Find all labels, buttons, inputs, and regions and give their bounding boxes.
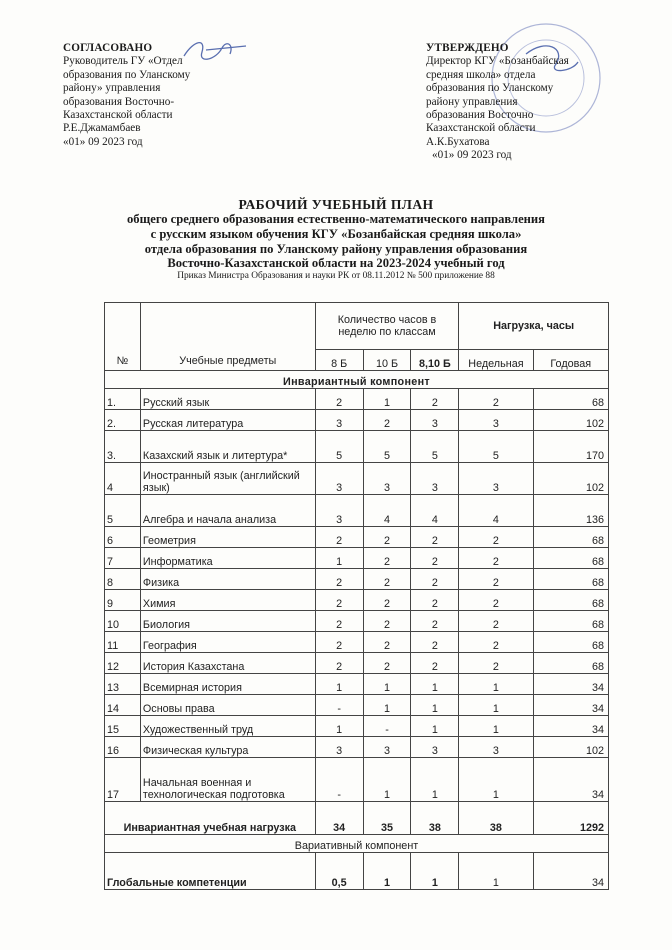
row-number: 15 — [105, 716, 141, 737]
row-number: 8 — [105, 569, 141, 590]
subject-name: Русская литература — [140, 410, 315, 431]
approval-left-date: «01» 09 2023 год — [63, 135, 143, 148]
row-number: 11 — [105, 632, 141, 653]
hours-class-10: 3 — [363, 737, 411, 758]
weekly-load: 2 — [459, 590, 533, 611]
approval-left-line: Р.Е.Джамамбаев — [63, 122, 141, 135]
row-number: 13 — [105, 674, 141, 695]
weekly-load: 1 — [459, 674, 533, 695]
yearly-load: 68 — [533, 653, 608, 674]
yearly-load: 34 — [533, 758, 608, 802]
table-row — [105, 389, 609, 410]
hours-class-810: 3 — [411, 737, 459, 758]
global-class-810: 1 — [411, 853, 459, 890]
header-class-10: 10 Б — [363, 350, 411, 371]
subject-name: Химия — [140, 590, 315, 611]
hours-class-10: 2 — [363, 527, 411, 548]
hours-class-810: 1 — [411, 758, 459, 802]
variative-component-label: Вариативный компонент — [105, 835, 609, 853]
global-class-8: 0,5 — [315, 853, 363, 890]
total-label: Инвариантная учебная нагрузка — [105, 802, 316, 835]
hours-class-810: 1 — [411, 674, 459, 695]
total-class-810: 38 — [411, 802, 459, 835]
row-number: 12 — [105, 653, 141, 674]
hours-class-10: 2 — [363, 410, 411, 431]
hours-class-8: 1 — [315, 674, 363, 695]
approval-left-line: образования Восточно- — [63, 95, 175, 108]
table-row — [105, 716, 609, 737]
row-number: 5 — [105, 495, 141, 527]
hours-class-8: 3 — [315, 737, 363, 758]
hours-class-8: 3 — [315, 463, 363, 495]
yearly-load: 34 — [533, 695, 608, 716]
hours-class-8: 3 — [315, 495, 363, 527]
table-row — [105, 653, 609, 674]
total-yearly: 1292 — [533, 802, 608, 835]
approval-right-line: А.К.Бухатова — [426, 135, 490, 148]
approval-right-line: образования Восточно — [426, 109, 534, 122]
subject-name: История Казахстана — [140, 653, 315, 674]
hours-class-10: 3 — [363, 463, 411, 495]
global-weekly: 1 — [459, 853, 533, 890]
table-row — [105, 548, 609, 569]
approval-left-heading: СОГЛАСОВАНО — [63, 42, 153, 54]
hours-class-810: 3 — [411, 410, 459, 431]
hours-class-10: - — [363, 716, 411, 737]
approval-right-line: Директор КГУ «Бозанбайская — [426, 55, 569, 68]
document-title — [60, 197, 612, 282]
header-load-group: Нагрузка, часы — [459, 303, 609, 350]
title-line-5: Восточно-Казахстанской области на 2023-2024 учебный год — [167, 256, 505, 271]
subject-name: Казахский язык и литертура* — [140, 431, 315, 463]
subject-name: Биология — [140, 611, 315, 632]
yearly-load: 68 — [533, 611, 608, 632]
subject-name: Алгебра и начала анализа — [140, 495, 315, 527]
row-number: 1. — [105, 389, 141, 410]
header-class-810: 8,10 Б — [411, 350, 459, 371]
hours-class-10: 2 — [363, 653, 411, 674]
hours-class-810: 4 — [411, 495, 459, 527]
total-class-8: 34 — [315, 802, 363, 835]
table-row — [105, 410, 609, 431]
hours-class-10: 1 — [363, 758, 411, 802]
weekly-load: 5 — [459, 431, 533, 463]
title-line-4: отдела образования по Уланскому району управления образования — [144, 241, 528, 256]
invariant-component-label: Инвариантный компонент — [105, 371, 609, 389]
row-number: 3. — [105, 431, 141, 463]
row-number: 2. — [105, 410, 141, 431]
hours-class-810: 1 — [411, 716, 459, 737]
total-weekly: 38 — [459, 802, 533, 835]
weekly-load: 2 — [459, 389, 533, 410]
approval-left-line: Казахстанской области — [63, 109, 173, 122]
row-number: 10 — [105, 611, 141, 632]
hours-class-10: 2 — [363, 569, 411, 590]
hours-class-810: 2 — [411, 527, 459, 548]
hours-class-8: 2 — [315, 569, 363, 590]
hours-class-10: 1 — [363, 674, 411, 695]
table-row — [105, 569, 609, 590]
hours-class-810: 2 — [411, 632, 459, 653]
hours-class-10: 2 — [363, 632, 411, 653]
weekly-load: 1 — [459, 758, 533, 802]
yearly-load: 102 — [533, 410, 608, 431]
header-yearly: Годовая — [533, 350, 608, 371]
hours-class-8: 2 — [315, 527, 363, 548]
hours-class-810: 5 — [411, 431, 459, 463]
title-line-2: общего среднего образования естественно-математического направления — [127, 212, 545, 226]
global-class-10: 1 — [363, 853, 411, 890]
table-row — [105, 758, 609, 802]
yearly-load: 170 — [533, 431, 608, 463]
table-row — [105, 737, 609, 758]
weekly-load: 1 — [459, 716, 533, 737]
approval-left-line: образования по Уланскому — [63, 68, 191, 81]
hours-class-810: 2 — [411, 548, 459, 569]
global-yearly: 34 — [533, 853, 608, 890]
total-class-10: 35 — [363, 802, 411, 835]
approval-left-line: району» управления — [63, 82, 161, 95]
row-number: 7 — [105, 548, 141, 569]
hours-class-8: 1 — [315, 548, 363, 569]
curriculum-table — [104, 302, 609, 890]
yearly-load: 68 — [533, 389, 608, 410]
hours-class-8: 2 — [315, 389, 363, 410]
weekly-load: 4 — [459, 495, 533, 527]
hours-class-10: 2 — [363, 590, 411, 611]
hours-class-8: 2 — [315, 632, 363, 653]
table-row — [105, 431, 609, 463]
total-row — [105, 802, 609, 835]
hours-class-810: 1 — [411, 695, 459, 716]
hours-class-8: 5 — [315, 431, 363, 463]
table-row — [105, 695, 609, 716]
header-subject: Учебные предметы — [140, 303, 315, 371]
table-row — [105, 495, 609, 527]
hours-class-8: 1 — [315, 716, 363, 737]
weekly-load: 1 — [459, 695, 533, 716]
subject-name: Основы права — [140, 695, 315, 716]
subject-name: Русский язык — [140, 389, 315, 410]
yearly-load: 68 — [533, 569, 608, 590]
yearly-load: 68 — [533, 548, 608, 569]
hours-class-8: 2 — [315, 590, 363, 611]
subject-name: География — [140, 632, 315, 653]
hours-class-10: 2 — [363, 548, 411, 569]
yearly-load: 68 — [533, 527, 608, 548]
hours-class-10: 4 — [363, 495, 411, 527]
hours-class-8: 2 — [315, 611, 363, 632]
approval-right — [426, 42, 626, 163]
row-number: 16 — [105, 737, 141, 758]
hours-class-810: 3 — [411, 463, 459, 495]
row-number: 14 — [105, 695, 141, 716]
hours-class-8: 3 — [315, 410, 363, 431]
yearly-load: 68 — [533, 590, 608, 611]
hours-class-8: - — [315, 695, 363, 716]
hours-class-10: 1 — [363, 695, 411, 716]
order-reference: Приказ Министра Образования и науки РК от 08.11.2012 № 500 приложение 88 — [177, 271, 495, 282]
header-class-8: 8 Б — [315, 350, 363, 371]
approval-right-heading: УТВЕРЖДЕНО — [426, 42, 509, 54]
global-label: Глобальные компетенции — [105, 853, 316, 890]
weekly-load: 2 — [459, 632, 533, 653]
weekly-load: 2 — [459, 569, 533, 590]
subject-name: Физическая культура — [140, 737, 315, 758]
hours-class-8: - — [315, 758, 363, 802]
global-competencies-row — [105, 853, 609, 890]
header-weekly: Недельная — [459, 350, 533, 371]
weekly-load: 2 — [459, 548, 533, 569]
yearly-load: 34 — [533, 674, 608, 695]
table-row — [105, 674, 609, 695]
table-row — [105, 463, 609, 495]
weekly-load: 2 — [459, 527, 533, 548]
approval-right-line: Казахстанской области — [426, 122, 536, 135]
row-number: 4 — [105, 463, 141, 495]
subject-name: Геометрия — [140, 527, 315, 548]
hours-class-810: 2 — [411, 569, 459, 590]
approval-right-line: средняя школа» отдела — [426, 68, 536, 81]
yearly-load: 34 — [533, 716, 608, 737]
title-line-3: с русским языком обучения КГУ «Бозанбайская средняя школа» — [150, 226, 522, 241]
hours-class-810: 2 — [411, 653, 459, 674]
header-hours-group: Количество часов в неделю по классам — [315, 303, 459, 350]
approval-right-line: образования по Уланскому — [426, 82, 554, 95]
row-number: 9 — [105, 590, 141, 611]
weekly-load: 3 — [459, 410, 533, 431]
subject-name: Иностранный язык (английский язык) — [140, 463, 315, 495]
hours-class-10: 1 — [363, 389, 411, 410]
yearly-load: 102 — [533, 737, 608, 758]
approval-left — [63, 42, 243, 149]
subject-name: Информатика — [140, 548, 315, 569]
table-row — [105, 527, 609, 548]
weekly-load: 2 — [459, 611, 533, 632]
subject-name: Художественный труд — [140, 716, 315, 737]
hours-class-810: 2 — [411, 611, 459, 632]
variative-row — [105, 835, 609, 853]
yearly-load: 136 — [533, 495, 608, 527]
hours-class-810: 2 — [411, 590, 459, 611]
row-number: 17 — [105, 758, 141, 802]
weekly-load: 3 — [459, 737, 533, 758]
approval-right-line: району управления — [426, 95, 518, 108]
approval-right-date: «01» 09 2023 год — [432, 149, 512, 162]
row-number: 6 — [105, 527, 141, 548]
hours-class-810: 2 — [411, 389, 459, 410]
subject-name: Физика — [140, 569, 315, 590]
subject-name: Начальная военная и технологическая подготовка — [140, 758, 315, 802]
hours-class-10: 5 — [363, 431, 411, 463]
hours-class-8: 2 — [315, 653, 363, 674]
header-no: № — [105, 303, 141, 371]
table-row — [105, 590, 609, 611]
hours-class-10: 2 — [363, 611, 411, 632]
yearly-load: 68 — [533, 632, 608, 653]
title-line-1: РАБОЧИЙ УЧЕБНЫЙ ПЛАН — [238, 197, 434, 212]
weekly-load: 3 — [459, 463, 533, 495]
weekly-load: 2 — [459, 653, 533, 674]
table-row — [105, 632, 609, 653]
approval-left-line: Руководитель ГУ «Отдел — [63, 55, 183, 68]
subject-name: Всемирная история — [140, 674, 315, 695]
yearly-load: 102 — [533, 463, 608, 495]
table-row — [105, 611, 609, 632]
